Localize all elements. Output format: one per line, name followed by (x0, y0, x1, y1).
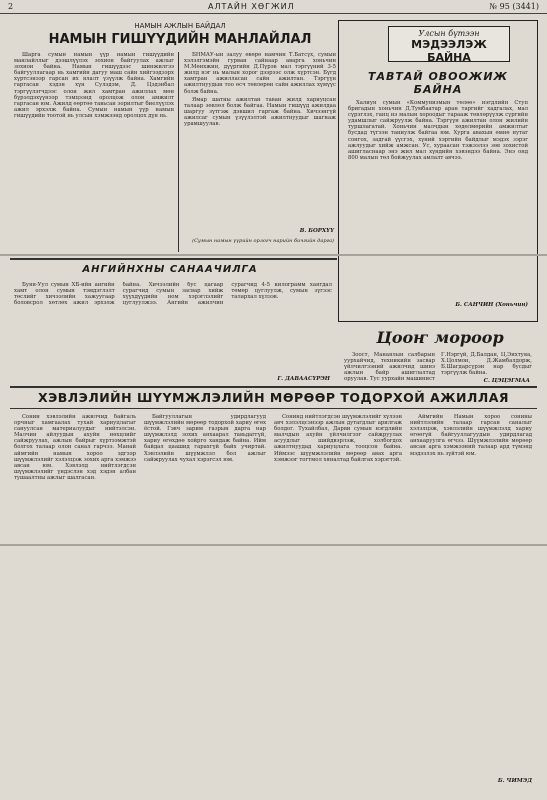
page-header (0, 0, 547, 14)
paper-fold-bottom (0, 544, 547, 546)
article4-byline: С. ЦЭЦЭГМАА (483, 378, 530, 384)
paper-name: АЛТАЙН ХӨГЖИЛ (207, 2, 295, 11)
article1-col1 (14, 52, 174, 257)
section-logo (388, 26, 510, 62)
logo-main-text: МЭДЭЭЛЭЖ БАЙНА (411, 38, 487, 64)
article1-col2b-text: Ямар шатны ажилтан таван жилд хариуцсан талаар зөвлөл болж байгаа. Намын гишүүд ажилдаа шаргуу зүтгэж дэвшил гаргаж байна. Хичээнгүй ажилсаг сумын үзүүлэлтэй ажилтнуудыг шагнаж урамшуулав. (184, 96, 336, 128)
section-rule-2 (10, 386, 537, 388)
article2-byline: Б. САНЧИН (Хоньчин) (455, 302, 528, 308)
title-underline (10, 408, 537, 409)
issue-number: № 95 (3441) (489, 2, 539, 11)
article3-title: АНГИЙНХНЫ САНААЧИЛГА (82, 264, 258, 275)
article5-col3-text: Сонинд нийтлэгдсэн шүүмжлэлийг хүлээн авч хэлэлцсэнээр ажлын дутагдлыг арилгаж болдог. Тухайлбал, Дарви сумын нэгдлийн малчдын ахуйн үйлчилгээг сайжруулах асуудлыг шийдвэрлэж, холбогдох ажилтнуудад хариуцлага тооцсон байна. Иймээс шүүмжлэлийн мөрөөр авах арга хэмжээг тогтмол хяналтад байлгах хэрэгтэй. (274, 414, 402, 463)
article5-col4 (410, 414, 532, 764)
article2-body (348, 100, 528, 295)
article1-byline-sub: (Сумын намын үүрийн орлогч нарийн бичгийн дарга) (192, 238, 334, 244)
paper-fold-top (0, 254, 547, 256)
article3-body (14, 282, 332, 372)
article5-col4-text: Аймгийн Намын хороо сонины нийтлэлийн талаар гарсан саналыг хэлэлцэж, хэвлэлийн шүүмжлэлд хариу өгөөгүй байгууллагуудын удирдлагад анхааруулга өгчээ. Шүүмжлэлийн мөрөөр авсан арга хэмжээний талаар ард түмэнд мэдээлэх нь зүйтэй юм. (410, 414, 532, 457)
article4-title: Цооҥ мороор (376, 328, 504, 347)
article5-col2 (144, 414, 266, 774)
article1-col2 (184, 52, 336, 177)
article3-body-text: Буян-Уул сумын ХБ-ийн ангийн хамт олон сумын тэмдэглэлт төслийг хичээлийн хажуугаар боловсрол хөтлөх ажил эрхэлж байна. Хичээлийн бус цагаар сурагчид сумын засвар хийж хүүхдүүдийн ном хэрэглэлийг цуглуулжээ. Ангийн ажилчин сурагчид 4-5 килограмм хаягдал төмөр цуглуулж, сумын зүгээс талархал хүлээв. (14, 282, 332, 307)
article5-col2-text: Байгууллагын удирдлагууд шүүмжлэлийн мөрөөр тодорхой хариу өгөх ёстой. Гэвч зарим газрын дарга нар шүүмжлэлд зохих анхаарал тавьдаггүй, хариу өгөхдөө хойрго хандаж байна. Ийм байдал цаашид гарахгүй байх учиртай. Хэвлэлийн шүүмжлэл бол ажлыг сайжруулах чухал хэрэгсэл юм. (144, 414, 266, 463)
logo-top-text: Улсын бүтээн (418, 29, 480, 38)
article5-col3 (274, 414, 402, 774)
article1-col1-text: Шарга сумын намын үүр намын гишүүдийн манлайллыг дээшлүүлэх зохион байгуулах ажлыг зохион байна. Намын гишүүдээс шинжилгээ байгууллагаар нь хамгийн дагуу маш сайн хийгээдээрх хүртсэнээр гарсан их ялалт үзүүлж байна. Хамгийн гаргасан хэдэн хүн Сулэдэм, Д. Цэдэнбал тэргүүлэгчдээс олон жил хамтран ажиллах мөн бүрэлдэхүүнээр тэмцээнд оролцож олон амжилт гаргасан юм. Ажилд өөртөө тавьсан зорилтыг биелүүлэх ажил эрхэлж байна. Сумын намын үүр намын гишүүдийн тоотой нь улсын хэмжээнд оролцох дүн нь. (14, 52, 174, 119)
article5-byline: Б. ЧИМЭД (497, 778, 532, 784)
article1-col2-text: БНМАУ-ын залуу өвөрө намчин Т.Батсүх, сумын хэлэлгэмэйн гурван сайнаар аварга хоньчин М.Мөнхжин, дүүргийн Д.Пүрэв мал тэргүүний 3-5 жилд нэг нь малын хорог дээрээс олж хүртсэн. Бүгд хамтран ажилласан сайн ажилтан. Тэргүүн ажилтнуудын тоо өсч төвлөрөн сайн ажиллах хүмүүс болж байна. (184, 52, 336, 95)
article1-kicker: НАМЫН АЖЛЫН БАЙДАЛ (134, 22, 226, 30)
column-divider (178, 52, 179, 252)
page-number: 2 (8, 2, 14, 11)
article1-byline: В. БОРХҮҮ (299, 228, 334, 234)
article1-title: НАМЫН ГИШҮҮДИЙН МАНЛАЙЛАЛ (48, 32, 312, 47)
article3-byline: Г. ДАВААСҮРЭН (277, 376, 330, 382)
section-rule (10, 258, 337, 260)
article5-col1 (14, 414, 136, 774)
article4-body-text: Зоост, Манаялын салбарын уурхайчид, техникийн засвар үйлчилгээний ажилчид шинэ ажлын байр ашиглалтад оруулав. Тус уурхайн машинист Г.Нэргүй, Д.Балдан, Ц.Энхтуяа, Х.Цолмон, Д.Жамбалдорж, Б.Шагдарсүрэн нар бусдыг тэргүүлж байна. (344, 352, 532, 383)
article2-body-text: Халиун сумын «Коммунизмын төлөө» нэгдлийн Ступ бригадын хоньчин Д.Тумбаатар аран таргийг хадгалах, мал сүрэглэх, ганц нэ малын хороодыг тарааж төвлөрүүлж сүргийн удамшлыг сайжруулж байна. Тэргүүн ажилтан олон жилийн туршлагатай. Хоньчин малчдын хөдөлмөрийн амжилтыг бусдад түгээн таниулж байгаа юм. Хурга авахын өмнө нутаг сонгох, задгай үүсгэх, хүний хэргийн байдлыг мэдэх зэрэг ажлуудыг хийж амжсан. Ус, хураасан тэжээлээ зөв зохистой ашигласнаар энэ жил мал хүндийн хэвэндээ байна. Энэ онд 800 малын төл бойжуулах амлалт авчээ. (348, 100, 528, 161)
article5-col1-text: Сонин хэвлэлийн ажилчид байгаль орчныг хамгаалах тухай хариуцлагыг сануулсан материалуудыг нийтэлсэн. Малчин айлуудын ахуйн нөхцлийг сайжруулах, ажлын байрыг хүртээмжтэй болгох талаар олон санал гарчээ. Манай аймгийн намын хороо эдгээр шүүмжлэлийг хэлэлцэж зохих арга хэмжээ авсан юм. Хэвлэлд нийтлэгдсэн шүүмжлэлийг үндэслэн хэд хэдэн албан тушаалтны ажлыг шалгасан. (14, 414, 136, 481)
article5-title: ХЭВЛЭЛИЙН ШҮҮМЖЛЭЛИЙН МӨРӨӨР ТОДОРХОЙ АЖИЛЛАЯ (37, 390, 510, 405)
article2-title: ТАВТАЙ ОВООЖИЖ БАЙНА (367, 70, 509, 96)
